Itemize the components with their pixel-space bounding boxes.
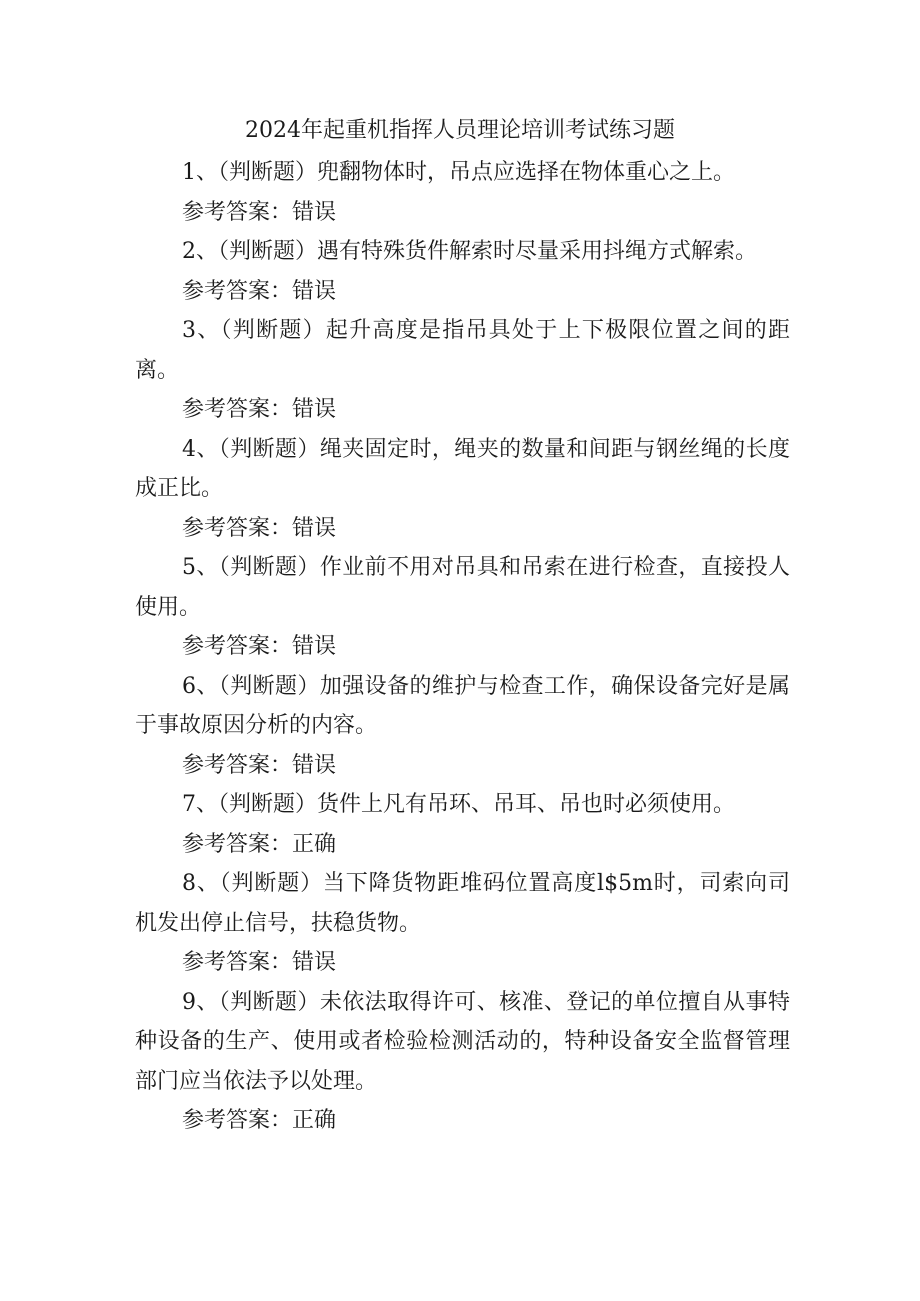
question-item (135, 153, 790, 232)
reference-answer: 参考答案：错误 (182, 397, 337, 422)
question-text: 9、（判断题）未依法取得许可、核准、登记的单位擅自从事特种设备的生产、使用或者检验检测活动的，特种设备安全监督管理部门应当依法予以处理。 (135, 989, 790, 1094)
question-text: 1、（判断题）兜翻物体时，吊点应选择在物体重心之上。 (182, 160, 735, 185)
question-text: 2、（判断题）遇有特殊货件解索时尽量采用抖绳方式解索。 (182, 239, 757, 264)
reference-answer: 参考答案：错误 (182, 634, 337, 659)
question-item (135, 430, 790, 549)
question-item (135, 311, 790, 430)
reference-answer: 参考答案：错误 (182, 950, 337, 975)
question-text: 3、（判断题）起升高度是指吊具处于上下极限位置之间的距离。 (135, 318, 790, 383)
question-item (135, 983, 790, 1141)
question-item (135, 864, 790, 983)
reference-answer: 参考答案：正确 (182, 831, 337, 857)
reference-answer: 参考答案：错误 (182, 278, 337, 304)
question-text: 6、（判断题）加强设备的维护与检查工作，确保设备完好是属于事故原因分析的内容。 (135, 673, 790, 738)
question-item (135, 232, 790, 311)
reference-answer: 参考答案：正确 (182, 1108, 337, 1133)
question-text: 7、（判断题）货件上凡有吊环、吊耳、吊也时必须使用。 (182, 792, 735, 817)
question-list (135, 153, 790, 1141)
reference-answer: 参考答案：错误 (182, 515, 337, 541)
question-text: 4、（判断题）绳夹固定时，绳夹的数量和间距与钢丝绳的长度成正比。 (135, 436, 790, 501)
question-item (135, 548, 790, 667)
question-text: 8、（判断题）当下降货物距堆码位置高度l$5m时，司索向司机发出停止信号，扶稳货物。 (135, 871, 790, 936)
question-item (135, 667, 790, 786)
question-text: 5、（判断题）作业前不用对吊具和吊索在进行检查，直接投人使用。 (135, 555, 790, 620)
document-title: 2024年起重机指挥人员理论培训考试练习题 (245, 118, 675, 143)
reference-answer: 参考答案：错误 (182, 199, 337, 225)
question-item (135, 785, 790, 864)
reference-answer: 参考答案：错误 (182, 752, 337, 778)
